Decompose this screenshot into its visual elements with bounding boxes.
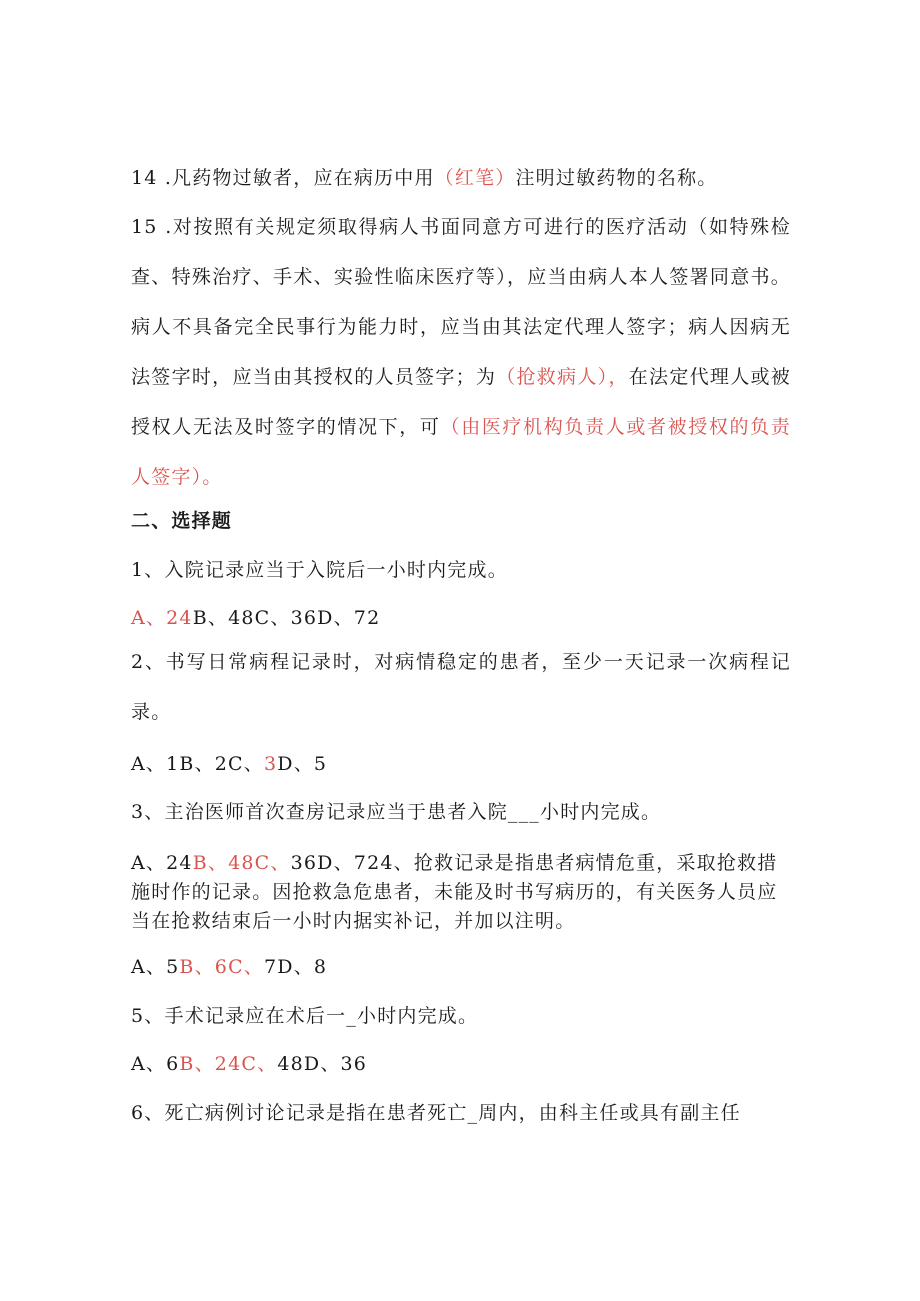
mc2-options — [131, 749, 791, 776]
mc3-option-a: A、24 — [131, 852, 193, 874]
mc1-option-correct: A、24 — [131, 607, 193, 629]
mc5-options — [131, 1049, 791, 1076]
mc3-option-rest: 36D、724、抢救记录是指患者病情危重，采取抢救措施时作的记录。因抢救急危患者，未能及时书写病历的，有关医务人员应当在抢救结束后一小时内据实补记，并加以注明。 — [131, 852, 778, 932]
mc3-question: 3、主治医师首次查房记录应当于患者入院___小时内完成。 — [131, 801, 662, 823]
mc4-option-rest: 7D、8 — [264, 956, 328, 978]
section-title: 二、选择题 — [131, 510, 233, 532]
mc5-option-a: A、6 — [131, 1053, 180, 1075]
mc4-option-correct: B、6C、 — [179, 956, 265, 978]
q15-text-2: 在法定代理人或被授权人无法及时签字的情况下，可 — [131, 366, 791, 438]
q15-answer-2: （由医疗机构负责人或者被授权的负责人签字）。 — [131, 416, 791, 488]
q15-answer-1: （抢救病人）， — [496, 366, 629, 388]
mc1-question: 1、入院记录应当于入院后一小时内完成。 — [131, 559, 508, 581]
mc6-question: 6、死亡病例讨论记录是指在患者死亡_周内，由科主任或具有副主任 — [131, 1102, 741, 1124]
mc2-option-correct: 3 — [264, 753, 278, 775]
question-15 — [131, 202, 791, 502]
mc2-option-rest: D、5 — [277, 753, 328, 775]
mc5-question: 5、手术记录应在术后一_小时内完成。 — [131, 1005, 479, 1027]
q14-answer: （红笔） — [434, 167, 516, 189]
mc1-options — [131, 603, 791, 630]
mc2-option-a: A、1B、2C、 — [131, 753, 264, 775]
q15-text-1: 15 .对按照有关规定须取得病人书面同意方可进行的医疗活动（如特殊检查、特殊治疗、手术、实验性临床医疗等），应当由病人本人签署同意书。病人不具备完全民事行为能力时，应当由其法定代理人签字；病人因病无法签字时，应当由其授权的人员签字；为 — [131, 216, 791, 388]
q14-prefix: 14 .凡药物过敏者，应在病历中用 — [131, 167, 435, 189]
mc2-question: 2、书写日常病程记录时，对病情稳定的患者，至少一天记录一次病程记录。 — [131, 651, 791, 723]
mc3-option-correct: B、48C、 — [192, 852, 291, 874]
mc5-option-correct: B、24C、 — [179, 1053, 278, 1075]
q14-suffix: 注明过敏药物的名称。 — [515, 167, 718, 189]
question-14 — [131, 163, 791, 190]
mc1-option-rest: B、48C、36D、72 — [192, 607, 381, 629]
mc5-option-rest: 48D、36 — [277, 1053, 368, 1075]
mc4-option-a: A、5 — [131, 956, 180, 978]
mc4-options — [131, 952, 791, 979]
mc3-options — [131, 849, 791, 936]
